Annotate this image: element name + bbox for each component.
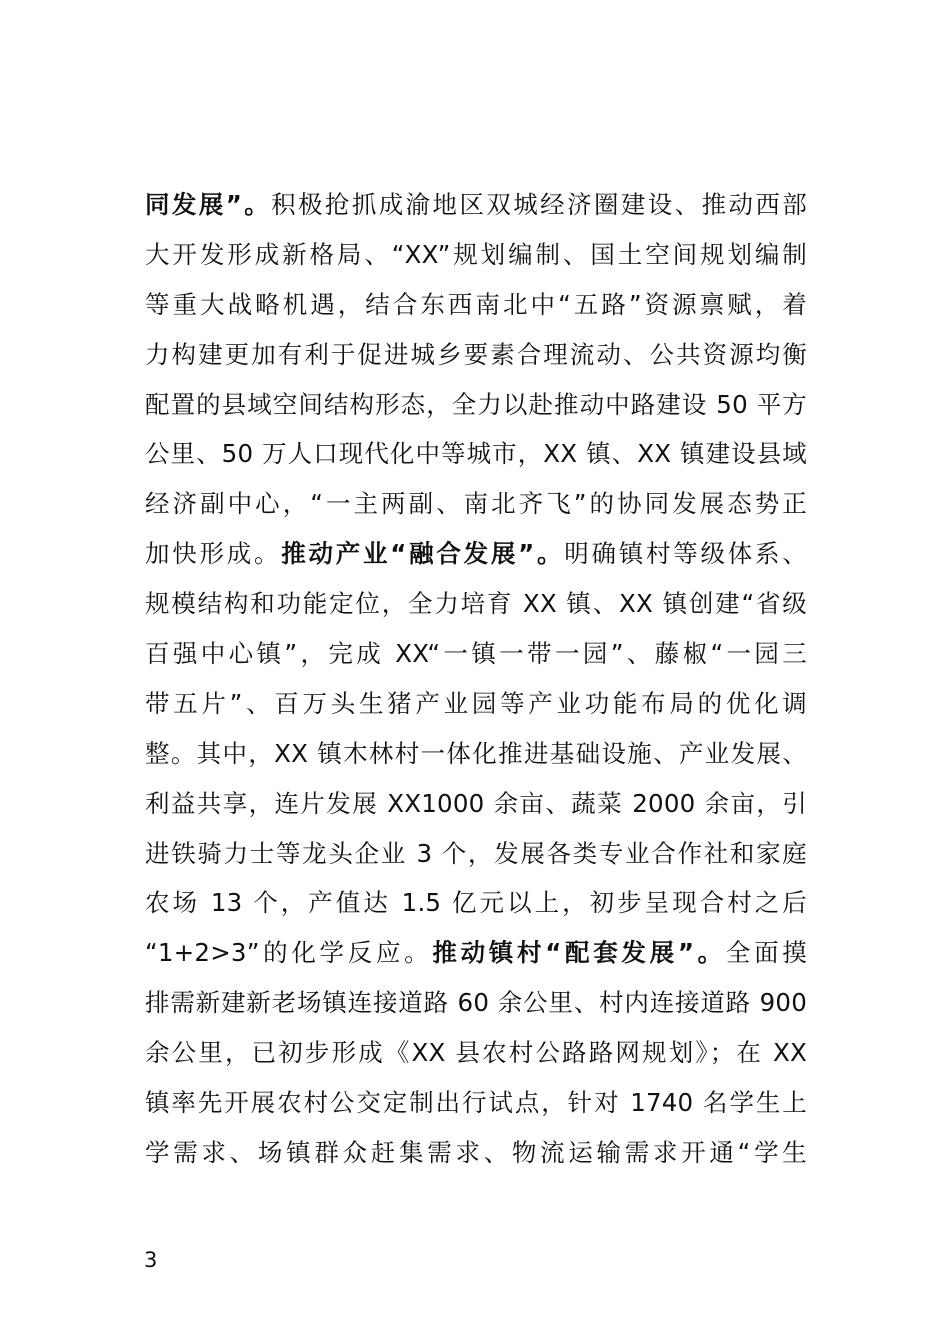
- text-line: [145, 928, 807, 978]
- body-text-segment: 规模结构和功能定位，全力培育 XX 镇、XX 镇创建“省级: [145, 589, 807, 619]
- text-line: [145, 479, 807, 529]
- text-line: [145, 729, 807, 779]
- text-line: [145, 779, 807, 829]
- body-text-segment: “1+2>3”的化学反应。: [145, 938, 433, 968]
- body-text-segment: 配置的县域空间结构形态，全力以赴推动中路建设 50 平方: [145, 389, 807, 419]
- text-line: [145, 180, 807, 230]
- body-text-segment: 经济副中心，“一主两副、南北齐飞”的协同发展态势正: [145, 489, 807, 519]
- body-text-segment: 明确镇村等级体系、: [564, 539, 808, 569]
- body-text-segment: 整。其中，XX 镇木林村一体化推进基础设施、产业发展、: [145, 738, 807, 768]
- body-text-segment: 力构建更加有利于促进城乡要素合理流动、公共资源均衡: [145, 339, 807, 369]
- body-text-segment: 进铁骑力士等龙头企业 3 个，发展各类专业合作社和家庭: [145, 838, 807, 868]
- text-line: [145, 679, 807, 729]
- text-line: [145, 1028, 807, 1078]
- page-number: 3: [144, 1248, 158, 1272]
- text-line: [145, 1078, 807, 1128]
- body-text-segment: 加快形成。: [145, 539, 282, 569]
- text-line: [145, 1128, 807, 1178]
- body-text-segment: 大开发形成新格局、“XX”规划编制、国土空间规划编制: [145, 239, 807, 269]
- body-text-segment: 排需新建新老场镇连接道路 60 余公里、村内连接道路 900: [145, 988, 807, 1018]
- text-line: [145, 978, 807, 1028]
- body-text-segment: 镇率先开展农村公交定制出行试点，针对 1740 名学生上: [145, 1088, 807, 1118]
- body-text-segment: 积极抢抓成渝地区双城经济圈建设、推动西部: [271, 190, 807, 219]
- body-paragraph: [145, 180, 807, 1178]
- bold-heading-text: 推动产业“融合发展”。: [281, 539, 565, 569]
- body-text-segment: 等重大战略机遇，结合东西南北中“五路”资源禀赋，着: [145, 289, 807, 319]
- bold-heading-text: 推动镇村“配套发展”。: [432, 938, 726, 968]
- text-line: [145, 579, 807, 629]
- body-text-segment: 公里、50 万人口现代化中等城市，XX 镇、XX 镇建设县域: [145, 439, 807, 469]
- bold-heading-text: 同发展”。: [145, 190, 272, 219]
- body-text-segment: 全面摸: [725, 938, 807, 968]
- text-line: [145, 829, 807, 879]
- text-line: [145, 330, 807, 380]
- body-text-segment: 农场 13 个，产值达 1.5 亿元以上，初步呈现合村之后: [145, 888, 807, 918]
- text-line: [145, 380, 807, 430]
- body-text-segment: 百强中心镇”，完成 XX“一镇一带一园”、藤椒“一园三: [145, 639, 807, 669]
- text-line: [145, 878, 807, 928]
- text-line: [145, 629, 807, 679]
- text-line: [145, 280, 807, 330]
- body-text-segment: 利益共享，连片发展 XX1000 余亩、蔬菜 2000 余亩，引: [145, 788, 807, 818]
- body-text-segment: 余公里，已初步形成《XX 县农村公路路网规划》；在 XX: [145, 1038, 807, 1068]
- text-line: [145, 230, 807, 280]
- body-text-segment: 学需求、场镇群众赶集需求、物流运输需求开通“学生: [145, 1137, 807, 1167]
- text-line: [145, 529, 807, 579]
- body-text-segment: 带五片”、百万头生猪产业园等产业功能布局的优化调: [145, 688, 807, 718]
- text-line: [145, 429, 807, 479]
